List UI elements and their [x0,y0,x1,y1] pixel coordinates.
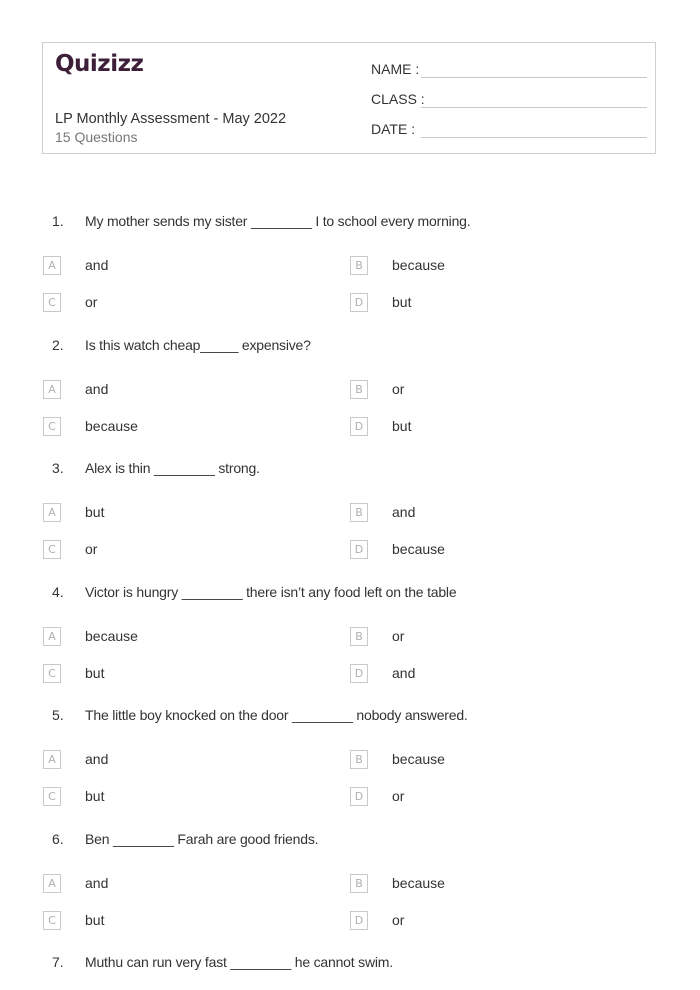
question-number: 4. [52,584,64,600]
option-letter-box: D [350,293,368,312]
option-letter-box: D [350,664,368,683]
option-letter-box: A [43,750,61,769]
name-field[interactable] [371,61,419,77]
option-letter-box: C [43,293,61,312]
option-letter-box: A [43,380,61,399]
option-letter-box: A [43,627,61,646]
option-text: or [392,628,405,644]
option-text: and [392,665,416,681]
date-label: DATE : [371,121,416,137]
option-text: but [85,504,105,520]
question-count: 15 Questions [55,129,138,145]
option-letter-box: B [350,750,368,769]
question-text: Is this watch cheap_____ expensive? [85,337,311,353]
option-letter-box: A [43,503,61,522]
date-field[interactable] [371,121,415,137]
question-number: 3. [52,460,64,476]
option-text: because [392,751,445,767]
question-text: Victor is hungry ________ there isn’t any food left on the table [85,584,457,600]
question-text: The little boy knocked on the door ________ nobody answered. [85,707,468,723]
question-text: Muthu can run very fast ________ he cannot swim. [85,954,393,970]
option-text: but [392,294,412,310]
option-text: or [85,294,98,310]
option-text: because [85,628,138,644]
option-letter-box: D [350,417,368,436]
option-text: or [392,788,405,804]
name-label: NAME : [371,61,420,77]
question-text: Alex is thin ________ strong. [85,460,260,476]
option-text: but [85,665,105,681]
option-letter-box: D [350,911,368,930]
option-text: but [392,418,412,434]
option-letter-box: B [350,380,368,399]
quiz-title: LP Monthly Assessment - May 2022 [55,111,287,127]
option-text: and [392,504,416,520]
option-letter-box: C [43,540,61,559]
option-text: or [85,541,98,557]
question-number: 6. [52,831,64,847]
question-number: 1. [52,213,64,229]
option-letter-box: C [43,417,61,436]
option-text: and [85,381,109,397]
option-text: and [85,257,109,273]
option-letter-box: C [43,787,61,806]
option-text: because [392,875,445,891]
class-field[interactable] [371,91,425,107]
class-line [421,107,647,108]
option-text: but [85,788,105,804]
option-text: or [392,912,405,928]
option-text: because [392,257,445,273]
option-text: and [85,875,109,891]
option-letter-box: D [350,787,368,806]
option-text: or [392,381,405,397]
option-text: because [85,418,138,434]
quizizz-logo: Quizizz [55,51,144,77]
class-label: CLASS : [371,91,425,107]
option-letter-box: A [43,256,61,275]
option-letter-box: B [350,874,368,893]
question-number: 5. [52,707,64,723]
option-letter-box: B [350,256,368,275]
option-text: because [392,541,445,557]
question-text: Ben ________ Farah are good friends. [85,831,319,847]
question-number: 2. [52,337,64,353]
date-line [421,137,647,138]
option-text: and [85,751,109,767]
question-number: 7. [52,954,64,970]
name-line [421,77,647,78]
worksheet-header [42,42,656,154]
option-letter-box: C [43,664,61,683]
option-letter-box: A [43,874,61,893]
option-letter-box: C [43,911,61,930]
option-letter-box: B [350,627,368,646]
question-text: My mother sends my sister ________ I to school every morning. [85,213,471,229]
option-text: but [85,912,105,928]
option-letter-box: D [350,540,368,559]
option-letter-box: B [350,503,368,522]
